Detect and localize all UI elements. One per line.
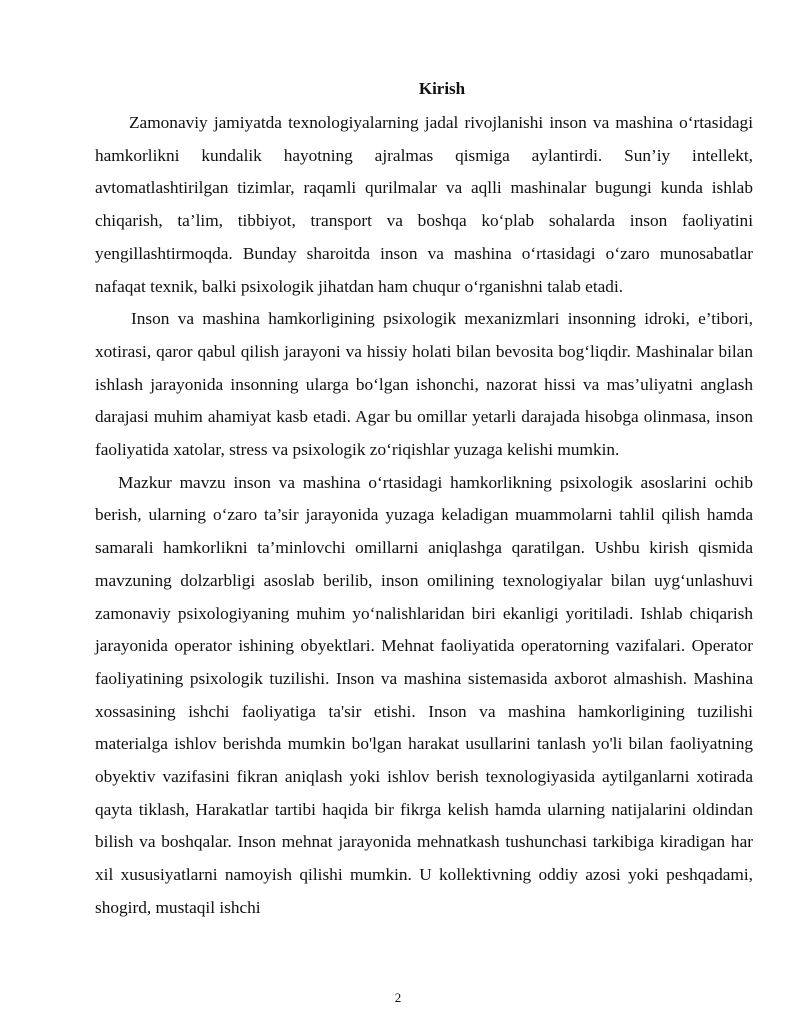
paragraph-introduction: Zamonaviy jamiyatda texnologiyalarning jadal rivojlanishi inson va mashina o‘rtasidagi hamkorlikni kundalik hayotning ajralmas qismiga aylantirdi. Sun’iy intellekt, avtomatlashtirilgan tizimlar, raqamli qurilmalar va aqlli mashinalar bugungi kunda ishlab chiqarish, ta’lim, tibbiyot, transport va boshqa ko‘plab sohalarda inson faoliyatini yengillashtirmoqda. Bunday sharoitda inson va mashina o‘rtasidagi o‘zaro munosabatlar nafaqat texnik, balki psixologik jihatdan ham chuqur o‘rganishni talab etadi.: [95, 113, 753, 296]
paragraph-psychological-mechanisms: Inson va mashina hamkorligining psixologik mexanizmlari insonning idroki, e’tibori, xotirasi, qaror qabul qilish jarayoni va hissiy holati bilan bevosita bog‘liqdir. Mashinalar bilan ishlash jarayonida insonning ularga bo‘lgan ishonchi, nazorat hissi va mas’uliyatni anglash darajasi muhim ahamiyat kasb etadi. Agar bu omillar yetarli darajada hisobga olinmasa, inson faoliyatida xatolar, stress va psixologik zo‘riqishlar yuzaga kelishi mumkin.: [95, 309, 753, 460]
page-title: Kirish: [418, 79, 466, 98]
page-number: 2: [394, 990, 402, 1005]
paragraph-topic-scope: Mazkur mavzu inson va mashina o‘rtasidagi hamkorlikning psixologik asoslarini ochib berish, ularning o‘zaro ta’sir jarayonida yuzaga keladigan muammolarni tahlil qilish hamda samarali hamkorlikni ta’minlovchi omillarni aniqlashga qaratilgan. Ushbu kirish qismida mavzuning dolzarbligi asoslab berilib, inson omilining texnologiyalar bilan uyg‘unlashuvi zamonaviy psixologiyaning muhim yo‘nalishlaridan biri ekanligi yoritiladi. Ishlab chiqarish jarayonida operator ishining obyektlari. Mehnat faoliyatida operatorning vazifalari. Operator faoliyatining psixologik tuzilishi. Inson va mashina sistemasida axborot almashish. Mashina xossasining ishchi faoliyatiga ta'sir etishi. Inson va mashina hamkorligining tuzilishi materialga ishlov berishda mumkin bo'lgan harakat usullarini tanlash yo'li bilan faoliyatning obyektiv vazifasini fikran aniqlash yoki ishlov berish texnologiyasida aytilganlarni xotirada qayta tiklash, Harakatlar tartibi haqida bir fikrga kelish hamda ularning natijalarini oldindan bilish va boshqalar. Inson mehnat jarayonida mehnatkash tushunchasi tarkibiga kiradigan har xil xususiyatlarni namoyish qilishi mumkin. U kollektivning oddiy azosi yoki peshqadami, shogird, mustaqil ishchi: [95, 472, 753, 917]
document-body: [95, 107, 753, 925]
